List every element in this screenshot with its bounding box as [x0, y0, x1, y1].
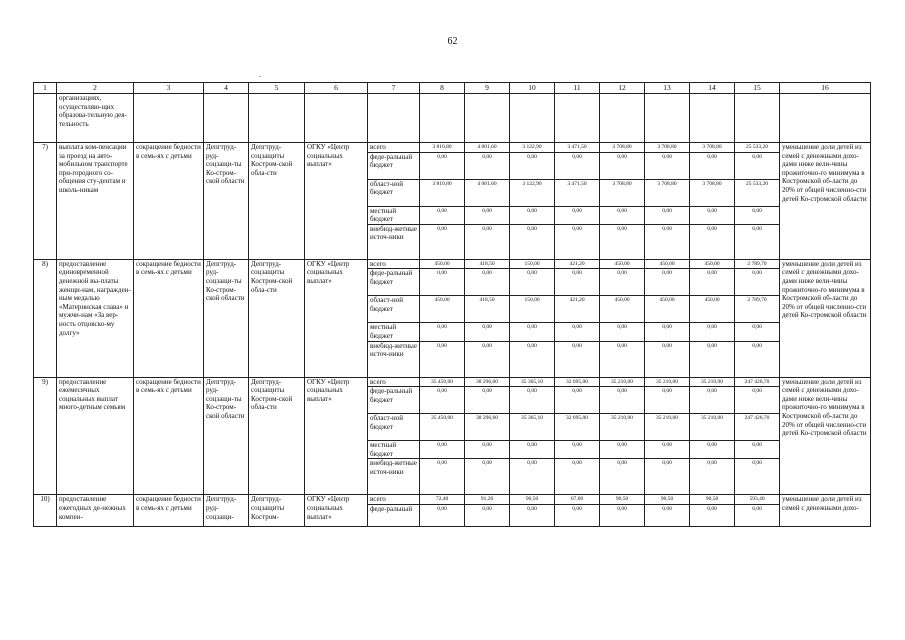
header-cell: 2: [57, 83, 134, 94]
cell-amount: 35 365,10: [510, 377, 555, 387]
header-cell: 1: [34, 83, 57, 94]
cell-amount: 3 471,50: [555, 143, 600, 153]
cell-amount: 72,40: [420, 495, 465, 505]
cell-executor: Депгтруд-руд-соцзащи-ты Ко-стром-ской области: [204, 377, 249, 495]
cell-amount: 593,40: [735, 495, 780, 505]
cell-empty: [600, 94, 645, 143]
cell-amount: 0,00: [510, 224, 555, 259]
cell-funding-source: област-ной бюджет: [368, 414, 420, 441]
cell-amount: 0,00: [510, 206, 555, 224]
cell-funding-source: местный бюджет: [368, 441, 420, 459]
header-cell: 3: [134, 83, 204, 94]
cell-amount: 0,00: [555, 341, 600, 377]
cell-amount: 2 789,70: [735, 296, 780, 323]
cell-executor: Депгтруд-руд-соцзащи-: [204, 495, 249, 527]
cell-amount: 0,00: [555, 459, 600, 495]
cell-amount: 450,00: [645, 296, 690, 323]
cell-funding-source: всего: [368, 143, 420, 153]
cell-amount: 0,00: [690, 206, 735, 224]
cell-funding-source: феде-ральный бюджет: [368, 269, 420, 296]
cell-amount: 3 810,80: [420, 143, 465, 153]
cell-amount: 0,00: [645, 504, 690, 526]
cell-amount: 0,00: [555, 387, 600, 414]
cell-amount: 0,00: [600, 152, 645, 179]
cell-amount: 0,00: [735, 504, 780, 526]
cell-funding-source: всего: [368, 259, 420, 269]
cell-amount: 0,00: [420, 152, 465, 179]
cell-amount: 67,80: [555, 495, 600, 505]
table-row: [34, 259, 871, 269]
cell-amount: 247 426,70: [735, 377, 780, 387]
cell-amount: 38 296,60: [465, 377, 510, 387]
cell-amount: 0,00: [555, 504, 600, 526]
cell-organization: ОГКУ «Центр социальных выплат»: [305, 377, 368, 495]
cell-amount: 450,00: [690, 296, 735, 323]
cell-amount: 0,00: [510, 459, 555, 495]
cell-amount: 35 210,00: [645, 377, 690, 387]
cell-amount: 3 708,80: [600, 143, 645, 153]
cell-measure-name: предоставление ежегодных де-нежных компен-: [57, 495, 134, 527]
cell-amount: 0,00: [555, 441, 600, 459]
header-cell: 14: [690, 83, 735, 94]
cell-no: 10): [34, 495, 57, 527]
cell-amount: 247 426,70: [735, 414, 780, 441]
cell-amount: 0,00: [510, 441, 555, 459]
cell-amount: 35 210,00: [645, 414, 690, 441]
cell-amount: 0,00: [645, 224, 690, 259]
cell-empty: [305, 94, 368, 143]
header-cell: 11: [555, 83, 600, 94]
cell-amount: 0,00: [735, 459, 780, 495]
cell-funding-source: местный бюджет: [368, 206, 420, 224]
cell-amount: 0,00: [645, 387, 690, 414]
header-cell: 7: [368, 83, 420, 94]
cell-amount: 0,00: [510, 504, 555, 526]
cell-amount: 0,00: [420, 459, 465, 495]
cell-amount: 0,00: [600, 323, 645, 341]
cell-amount: 90,50: [645, 495, 690, 505]
cell-amount: 3 708,80: [600, 179, 645, 206]
cell-measure-name: выплата ком-пенсации за проезд на авто-мобильном транспорте при-городного со-общения сту-дентам и школь-никам: [57, 143, 134, 260]
cell-amount: 450,00: [420, 259, 465, 269]
cell-funding-source: феде-ральный бюджет: [368, 152, 420, 179]
header-cell: 13: [645, 83, 690, 94]
cell-amount: 0,00: [735, 323, 780, 341]
cell-amount: 0,00: [735, 387, 780, 414]
cell-amount: 35 450,00: [420, 377, 465, 387]
cell-amount: 3 471,50: [555, 179, 600, 206]
cell-amount: 450,00: [600, 296, 645, 323]
cell-amount: 35 210,00: [690, 414, 735, 441]
cell-funding-source: внебюд-жетные источ-ники: [368, 459, 420, 495]
cell-no: 7): [34, 143, 57, 260]
cell-amount: 2 789,70: [735, 259, 780, 269]
cell-amount: 0,00: [510, 269, 555, 296]
program-table: [33, 82, 871, 527]
cell-amount: 3 708,80: [645, 179, 690, 206]
cell-amount: 0,00: [555, 224, 600, 259]
cell-amount: 0,00: [510, 323, 555, 341]
page-number: 62: [447, 36, 458, 47]
cell-amount: 0,00: [735, 269, 780, 296]
cell-result: уменьшение доли детей из семей с денежными дохо-дами ниже вели-чины прожиточно-го минимума в Костромской об-ласти до 20% от общей численно-сти детей Ко-стромской области: [780, 143, 871, 260]
cell-amount: 3 810,80: [420, 179, 465, 206]
cell-amount: 3 122,90: [510, 179, 555, 206]
cell-funding-source: внебюд-жетные источ-ники: [368, 341, 420, 377]
cell-amount: 0,00: [645, 459, 690, 495]
cell-coexecutor: Депгтруд-соцзащиты Костром-: [249, 495, 305, 527]
cell-coexecutor: Депгтруд-соцзащиты Костром-ской обла-сти: [249, 143, 305, 260]
cell-empty: [510, 94, 555, 143]
header-cell: 9: [465, 83, 510, 94]
cell-amount: 0,00: [690, 269, 735, 296]
cell-amount: 450,00: [420, 296, 465, 323]
cell-amount: 421,20: [555, 296, 600, 323]
cell-organization: ОГКУ «Центр социальных выплат»: [305, 143, 368, 260]
cell-amount: 0,00: [600, 341, 645, 377]
cell-empty: [690, 94, 735, 143]
cell-amount: 0,00: [510, 387, 555, 414]
cell-funding-source: местный бюджет: [368, 323, 420, 341]
cell-amount: 0,00: [735, 341, 780, 377]
cell-goal: сокращение бедности в семь-ях с детьми: [134, 495, 204, 527]
cell-amount: 0,00: [645, 206, 690, 224]
cell-amount: 418,50: [465, 296, 510, 323]
table-row: [34, 495, 871, 505]
cell-coexecutor: Депгтруд-соцзащиты Костром-ской обла-сти: [249, 259, 305, 377]
cell-amount: 0,00: [690, 323, 735, 341]
cell-executor: Депгтруд-руд-соцзащи-ты Ко-стром-ской области: [204, 259, 249, 377]
table-row: [34, 377, 871, 387]
cell-amount: 35 210,00: [600, 414, 645, 441]
cell-amount: 0,00: [645, 269, 690, 296]
cell-amount: 0,00: [420, 441, 465, 459]
cell-amount: 0,00: [645, 341, 690, 377]
cell-amount: 0,00: [465, 323, 510, 341]
cell-amount: 0,00: [690, 459, 735, 495]
cell-no: [34, 94, 57, 143]
cell-measure-name: предоставление единовременной денежной вы-платы женщи-нам, награжден-ным медалью «Материнская слава» и мужчи-нам «За вер-ность отцовско-му долгу»: [57, 259, 134, 377]
cell-amount: 3 708,80: [690, 179, 735, 206]
header-cell: 6: [305, 83, 368, 94]
cell-amount: 0,00: [555, 323, 600, 341]
header-cell: 12: [600, 83, 645, 94]
cell-amount: 0,00: [735, 441, 780, 459]
cell-no: 9): [34, 377, 57, 495]
cell-amount: 32 695,00: [555, 377, 600, 387]
stray-dot: .: [259, 70, 261, 79]
cell-amount: 0,00: [510, 341, 555, 377]
cell-amount: 0,00: [690, 224, 735, 259]
cell-amount: 38 296,60: [465, 414, 510, 441]
cell-amount: 0,00: [420, 269, 465, 296]
cell-amount: 150,00: [510, 259, 555, 269]
cell-amount: 35 210,00: [600, 377, 645, 387]
cell-amount: 0,00: [600, 269, 645, 296]
cell-goal: сокращение бедности в семь-ях с детьми: [134, 259, 204, 377]
cell-funding-source: всего: [368, 377, 420, 387]
cell-amount: 150,00: [510, 296, 555, 323]
cell-empty: [420, 94, 465, 143]
header-cell: 15: [735, 83, 780, 94]
cell-amount: 32 695,00: [555, 414, 600, 441]
header-cell: 16: [780, 83, 871, 94]
cell-empty: [735, 94, 780, 143]
cell-amount: 4 001,60: [465, 179, 510, 206]
cell-amount: 0,00: [600, 206, 645, 224]
cell-funding-source: внебюд-жетные источ-ники: [368, 224, 420, 259]
cell-result: уменьшение доли детей из семей с денежными дохо-дами ниже вели-чины прожиточно-го минимума в Костромской об-ласти до 20% от общей численно-сти детей Ко-стромской области: [780, 259, 871, 377]
cell-amount: 450,00: [690, 259, 735, 269]
header-cell: 8: [420, 83, 465, 94]
cell-goal: сокращение бедности в семь-ях с детьми: [134, 377, 204, 495]
cell-amount: 0,00: [645, 152, 690, 179]
cell-no: 8): [34, 259, 57, 377]
cell-amount: 0,00: [735, 224, 780, 259]
cell-amount: 25 533,20: [735, 179, 780, 206]
cell-empty: [204, 94, 249, 143]
header-cell: 5: [249, 83, 305, 94]
cell-amount: 0,00: [465, 206, 510, 224]
cell-funding-source: област-ной бюджет: [368, 179, 420, 206]
cell-amount: 0,00: [735, 152, 780, 179]
cell-organization: ОГКУ «Центр социальных выплат»: [305, 495, 368, 527]
cell-result: уменьшение доли детей из семей с денежными дохо-дами ниже вели-чины прожиточно-го минимума в Костромской об-ласти до 20% от общей численно-сти детей Ко-стромской области: [780, 377, 871, 495]
cell-coexecutor: Депгтруд-соцзащиты Костром-ской обла-сти: [249, 377, 305, 495]
cell-amount: 0,00: [420, 323, 465, 341]
cell-amount: 0,00: [420, 341, 465, 377]
cell-empty: [555, 94, 600, 143]
cell-amount: 0,00: [690, 441, 735, 459]
cell-measure-name: организациях, осуществляю-щих образова-тельную дея-тельность: [57, 94, 134, 143]
cell-amount: 0,00: [690, 504, 735, 526]
cell-amount: 4 001,60: [465, 143, 510, 153]
cell-result: уменьшение доли детей из семей с денежными дохо-: [780, 495, 871, 527]
cell-amount: 0,00: [600, 441, 645, 459]
cell-empty: [465, 94, 510, 143]
cell-measure-name: предоставление ежемесячных социальных выплат много-детным семьям: [57, 377, 134, 495]
cell-funding-source: всего: [368, 495, 420, 505]
header-cell: 10: [510, 83, 555, 94]
cell-amount: 3 708,80: [645, 143, 690, 153]
cell-goal: сокращение бедности в семь-ях с детьми: [134, 143, 204, 260]
cell-amount: 450,00: [600, 259, 645, 269]
cell-amount: 25 533,20: [735, 143, 780, 153]
cell-amount: 0,00: [465, 152, 510, 179]
cell-amount: 0,00: [465, 387, 510, 414]
cell-amount: 0,00: [645, 323, 690, 341]
cell-amount: 0,00: [690, 387, 735, 414]
cell-amount: 0,00: [465, 459, 510, 495]
cell-amount: 421,20: [555, 259, 600, 269]
cell-amount: 0,00: [510, 152, 555, 179]
cell-amount: 0,00: [465, 341, 510, 377]
cell-empty: [249, 94, 305, 143]
cell-empty: [645, 94, 690, 143]
cell-amount: 0,00: [555, 269, 600, 296]
cell-amount: 0,00: [420, 206, 465, 224]
cell-amount: 0,00: [465, 269, 510, 296]
table-row: [34, 143, 871, 153]
cell-funding-source: феде-ральный: [368, 504, 420, 526]
cell-amount: 91,20: [465, 495, 510, 505]
cell-amount: 0,00: [600, 459, 645, 495]
cell-empty: [134, 94, 204, 143]
cell-funding-source: област-ной бюджет: [368, 296, 420, 323]
cell-empty: [780, 94, 871, 143]
cell-executor: Депгтруд-руд-соцзащи-ты Ко-стром-ской области: [204, 143, 249, 260]
cell-amount: 3 708,80: [690, 143, 735, 153]
cell-amount: 35 210,00: [690, 377, 735, 387]
cell-amount: 0,00: [600, 224, 645, 259]
cell-amount: 0,00: [735, 206, 780, 224]
cell-amount: 0,00: [465, 504, 510, 526]
cell-amount: 0,00: [645, 441, 690, 459]
cell-amount: 450,00: [645, 259, 690, 269]
cell-amount: 35 365,10: [510, 414, 555, 441]
cell-amount: 0,00: [465, 224, 510, 259]
cell-amount: 0,00: [420, 387, 465, 414]
cell-amount: 0,00: [420, 504, 465, 526]
cell-amount: 418,50: [465, 259, 510, 269]
cell-amount: 3 122,90: [510, 143, 555, 153]
cell-amount: 90,50: [510, 495, 555, 505]
cell-amount: 0,00: [690, 341, 735, 377]
header-cell: 4: [204, 83, 249, 94]
cell-amount: 35 450,00: [420, 414, 465, 441]
cell-amount: 90,50: [690, 495, 735, 505]
cell-amount: 0,00: [555, 152, 600, 179]
cell-amount: 0,00: [420, 224, 465, 259]
cell-amount: 90,50: [600, 495, 645, 505]
cell-amount: 0,00: [600, 387, 645, 414]
cell-amount: 0,00: [555, 206, 600, 224]
cell-amount: 0,00: [465, 441, 510, 459]
continuation-row: [34, 94, 871, 143]
cell-funding-source: феде-ральный бюджет: [368, 387, 420, 414]
cell-amount: 0,00: [690, 152, 735, 179]
cell-amount: 0,00: [600, 504, 645, 526]
cell-empty: [368, 94, 420, 143]
header-row: [34, 83, 871, 94]
cell-organization: ОГКУ «Центр социальных выплат»: [305, 259, 368, 377]
